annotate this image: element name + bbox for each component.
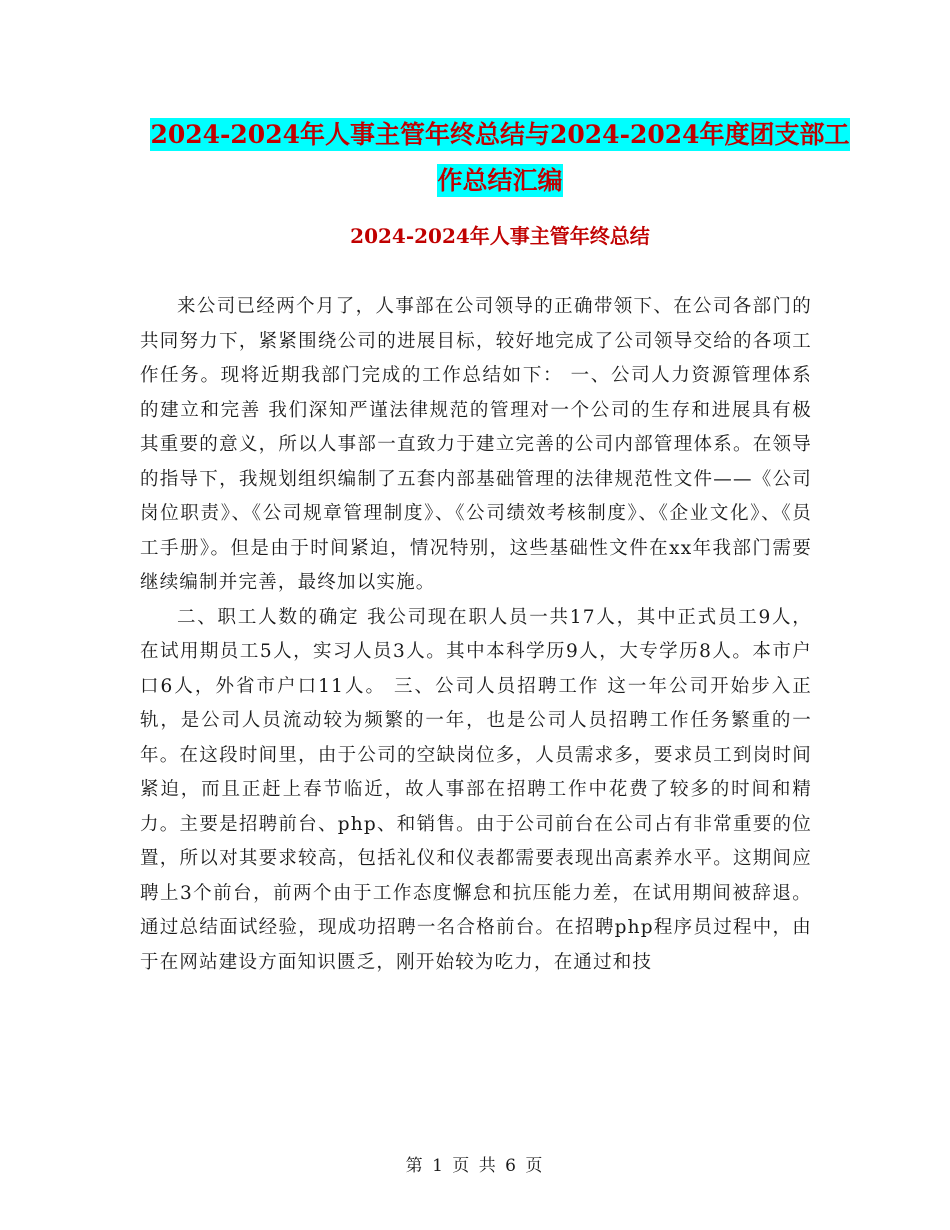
body-paragraph: 来公司已经两个月了，人事部在公司领导的正确带领下、在公司各部门的共同努力下，紧紧围绕公司的进展目标，较好地完成了公司领导交给的各项工作任务。现将近期我部门完成的工作总结如下： 一、公司人力资源管理体系的建立和完善 我们深知严谨法律规范的管理对一个公司的生存和进展具有极其重要的意义，所以人事部一直致力于建立完善的公司内部管理体系。在领导的指导下，我规划组织编制了五套内部基础管理的法律规范性文件——《公司岗位职责》、《公司规章管理制度》、《公司绩效考核制度》、《企业文化》、《员工手册》。但是由于时间紧迫，情况特别，这些基础性文件在xx年我部门需要继续编制并完善，最终加以实施。 — [140, 296, 812, 593]
document-title — [140, 112, 860, 204]
page-number-footer: 第 1 页 共 6 页 — [405, 1156, 545, 1176]
document-title-text: 2024-2024年人事主管年终总结与2024-2024年度团支部工作总结汇编 — [150, 120, 850, 195]
document-body — [140, 290, 812, 980]
section-title: 2024-2024年人事主管年终总结 — [350, 224, 650, 248]
body-paragraph: 二、职工人数的确定 我公司现在职人员一共17人，其中正式员工9人，在试用期员工5人，实习人员3人。其中本科学历9人，大专学历8人。本市户口6人，外省市户口11人。 三、公司人员招聘工作 这一年公司开始步入正轨，是公司人员流动较为频繁的一年，也是公司人员招聘工作任务繁重的一年。在这段时间里，由于公司的空缺岗位多，人员需求多，要求员工到岗时间紧迫，而且正赶上春节临近，故人事部在招聘工作中花费了较多的时间和精力。主要是招聘前台、php、和销售。由于公司前台在公司占有非常重要的位置，所以对其要求较高，包括礼仪和仪表都需要表现出高素养水平。这期间应聘上3个前台，前两个由于工作态度懈怠和抗压能力差，在试用期间被辞退。通过总结面试经验，现成功招聘一名合格前台。在招聘php程序员过程中，由于在网站建设方面知识匮乏，刚开始较为吃力，在通过和技 — [140, 606, 812, 973]
